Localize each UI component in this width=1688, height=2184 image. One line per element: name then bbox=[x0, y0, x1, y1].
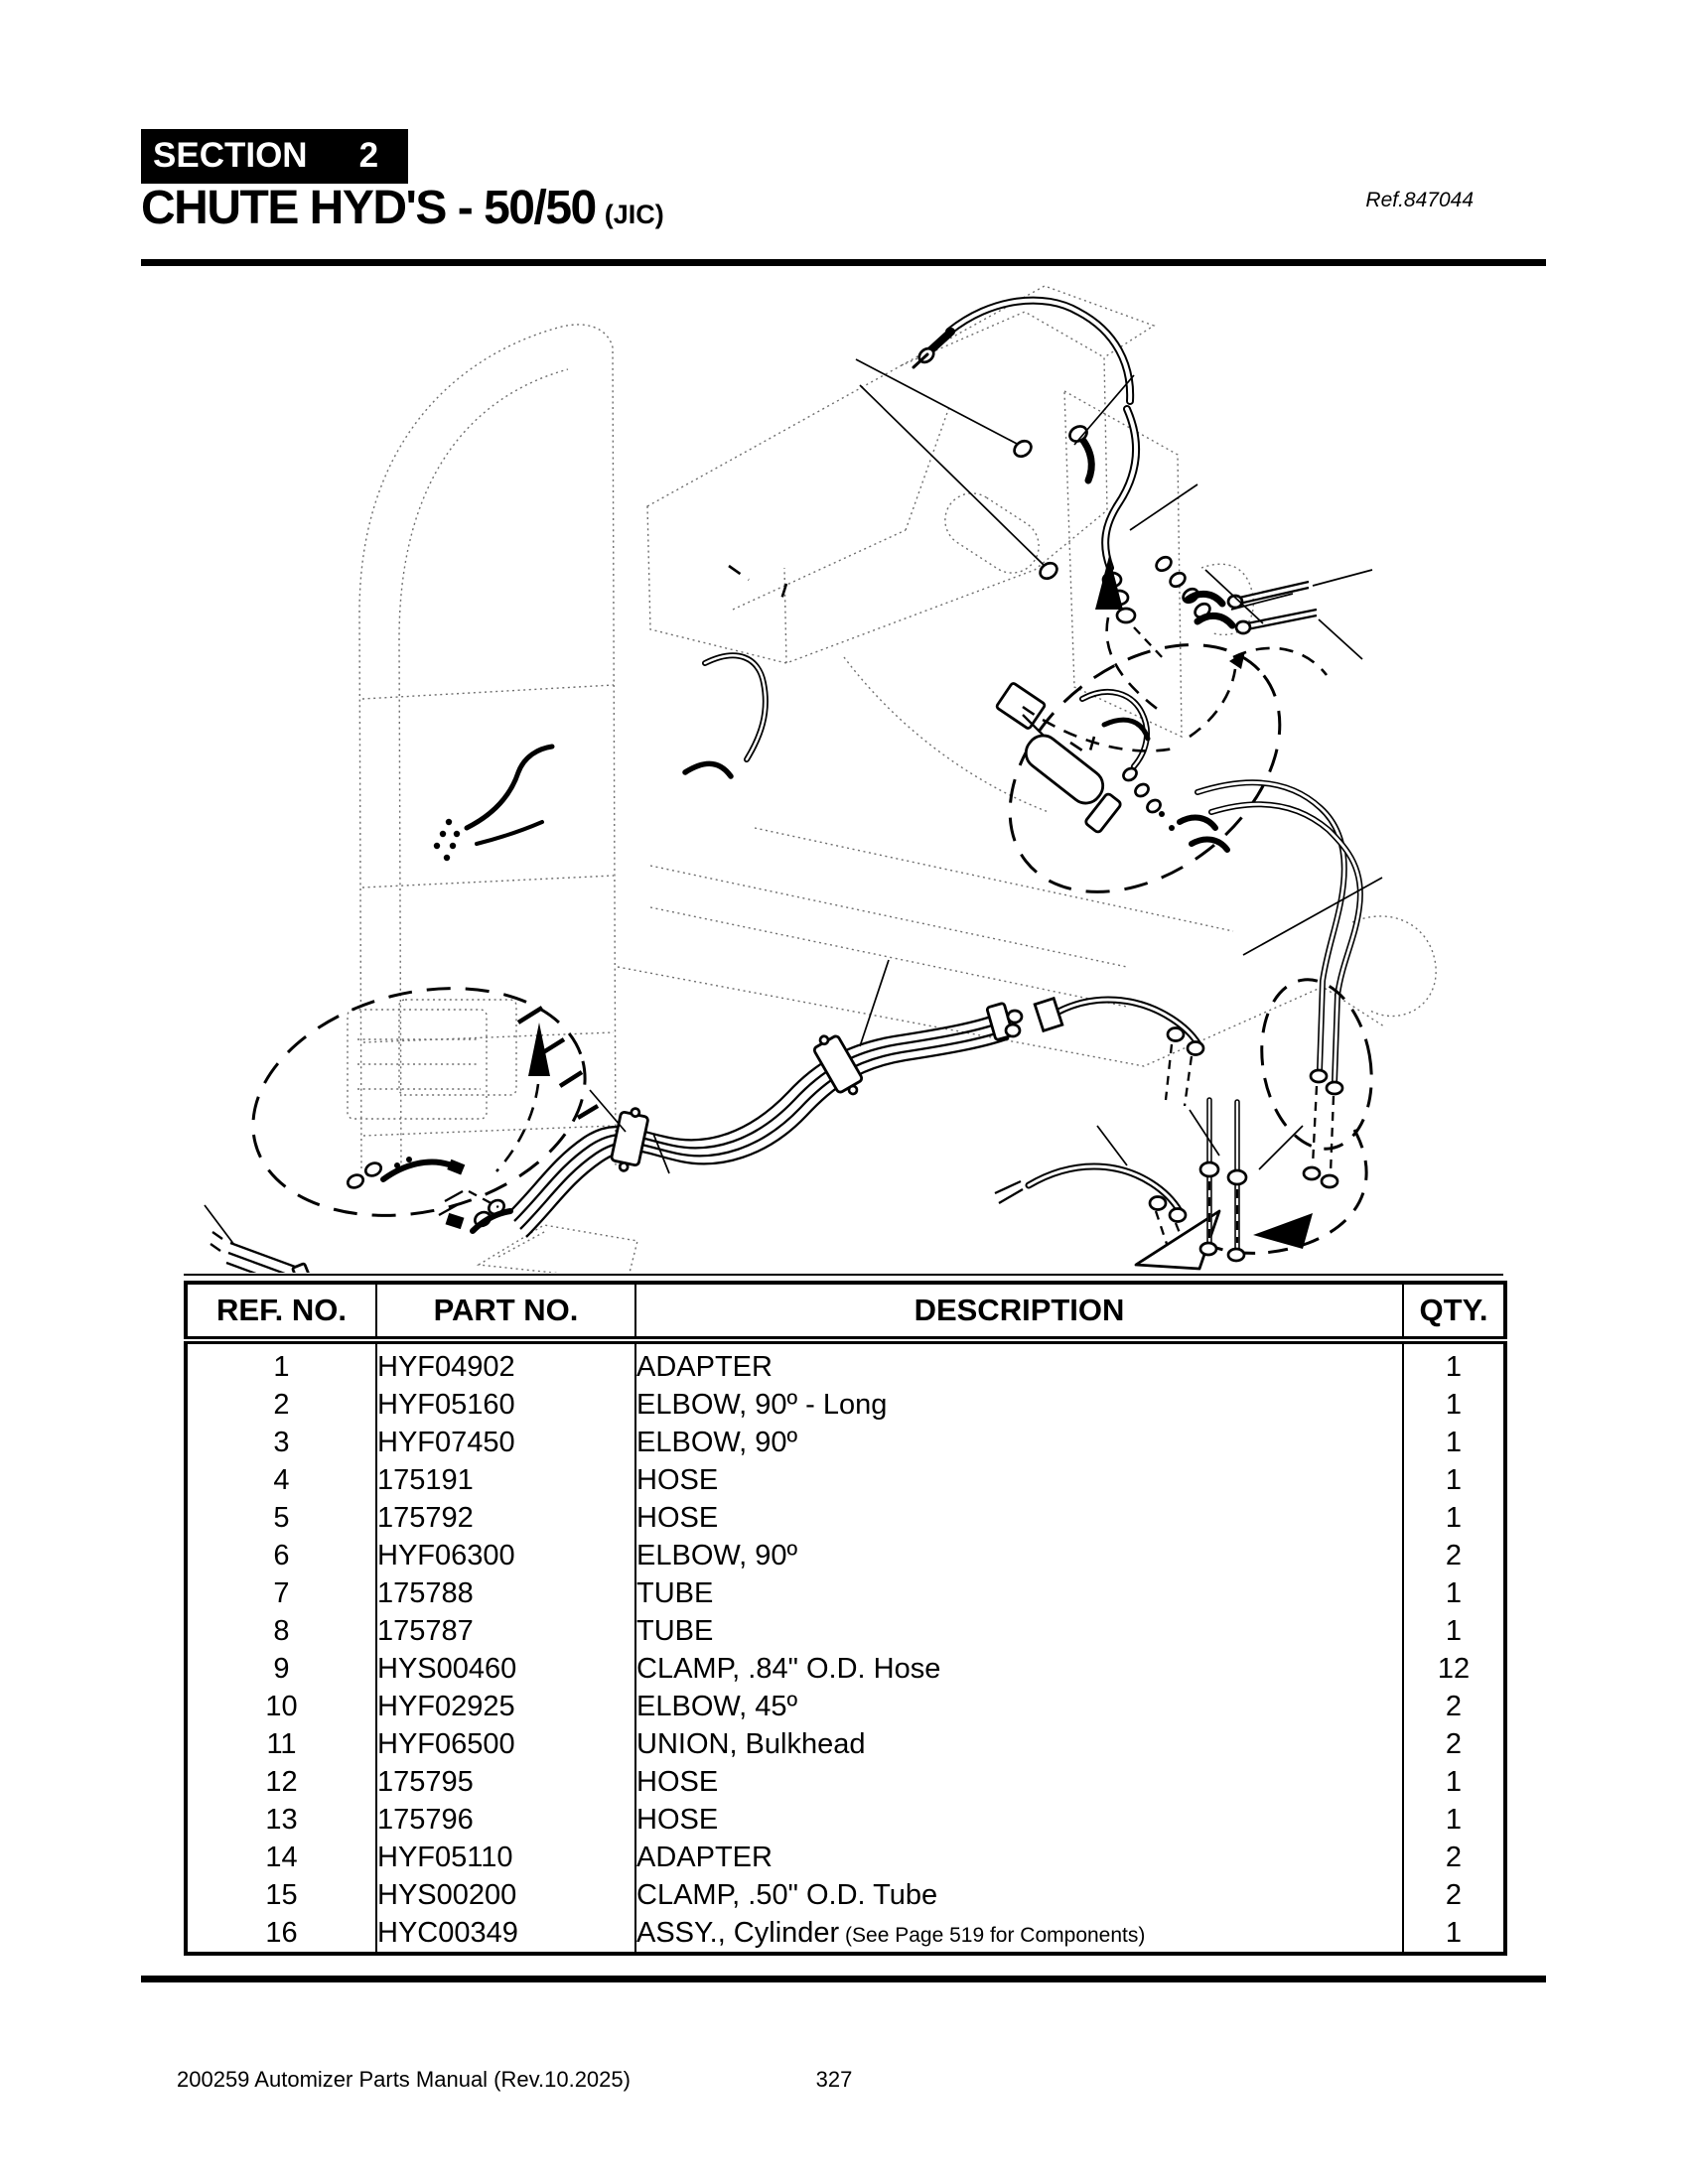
cell-ref: 7 bbox=[186, 1574, 376, 1612]
section-number: 2 bbox=[358, 136, 379, 175]
cell-part: HYS00460 bbox=[376, 1650, 635, 1688]
table-row bbox=[186, 1725, 1505, 1763]
cell-qty: 1 bbox=[1445, 1916, 1463, 1949]
cell-qty: 1 bbox=[1445, 1426, 1463, 1458]
cell-ref: 12 bbox=[186, 1763, 376, 1801]
callout-ellipse-bottom-left bbox=[228, 955, 609, 1249]
cell-desc: HOSE bbox=[635, 1801, 1403, 1839]
header-qty: QTY. bbox=[1403, 1283, 1505, 1340]
cell-part: 175787 bbox=[376, 1612, 635, 1650]
cell-ref: 4 bbox=[186, 1461, 376, 1499]
cell-qty: 1 bbox=[1445, 1501, 1463, 1534]
table-row bbox=[186, 1612, 1505, 1650]
cell-part: HYF06500 bbox=[376, 1725, 635, 1763]
table-row bbox=[186, 1763, 1505, 1801]
table-row bbox=[186, 1688, 1505, 1725]
cell-desc: ELBOW, 90º - Long bbox=[635, 1386, 1403, 1424]
table-row bbox=[186, 1839, 1505, 1876]
cell-desc: HOSE bbox=[635, 1499, 1403, 1537]
up-arrow-bottom bbox=[496, 1023, 550, 1171]
cell-part: 175796 bbox=[376, 1801, 635, 1839]
cell-part: 175792 bbox=[376, 1499, 635, 1537]
cell-qty: 1 bbox=[1445, 1350, 1463, 1383]
reference-number: Ref.847044 bbox=[1365, 189, 1474, 211]
section-label: SECTION bbox=[153, 136, 308, 175]
cell-desc: TUBE bbox=[635, 1612, 1403, 1650]
parts-diagram bbox=[149, 270, 1539, 1273]
parts-table-header bbox=[186, 1283, 1505, 1340]
cell-desc: TUBE bbox=[635, 1574, 1403, 1612]
cell-desc: UNION, Bulkhead bbox=[635, 1725, 1403, 1763]
footer-manual-info: 200259 Automizer Parts Manual (Rev.10.2025) bbox=[177, 2067, 631, 2092]
parts-table-body bbox=[186, 1340, 1505, 1954]
cell-part: HYS00200 bbox=[376, 1876, 635, 1914]
header-description: DESCRIPTION bbox=[635, 1283, 1403, 1340]
cell-part: 175191 bbox=[376, 1461, 635, 1499]
cell-ref: 8 bbox=[186, 1612, 376, 1650]
cell-qty: 1 bbox=[1445, 1614, 1463, 1647]
page-title bbox=[141, 183, 664, 235]
cell-desc: HOSE bbox=[635, 1461, 1403, 1499]
cell-ref: 15 bbox=[186, 1876, 376, 1914]
cell-qty: 1 bbox=[1445, 1765, 1463, 1798]
cell-qty: 2 bbox=[1445, 1690, 1463, 1722]
page-title-text: CHUTE HYD'S - 50/50 bbox=[141, 182, 596, 234]
table-row bbox=[186, 1499, 1505, 1537]
cell-desc: ADAPTER bbox=[635, 1839, 1403, 1876]
cell-qty: 2 bbox=[1445, 1727, 1463, 1760]
cell-qty: 2 bbox=[1445, 1841, 1463, 1873]
cell-qty: 2 bbox=[1445, 1878, 1463, 1911]
cell-part: HYF06300 bbox=[376, 1537, 635, 1574]
mini-bundle-left bbox=[205, 1205, 316, 1273]
cell-ref: 3 bbox=[186, 1424, 376, 1461]
page-number: 327 bbox=[815, 2067, 853, 2092]
cell-desc: ELBOW, 90º bbox=[635, 1537, 1403, 1574]
table-row bbox=[186, 1537, 1505, 1574]
callout-ellipse-bottom-right bbox=[995, 971, 1384, 1269]
callout-ellipse-cylinder bbox=[962, 594, 1328, 942]
cell-ref: 5 bbox=[186, 1499, 376, 1537]
cell-qty: 1 bbox=[1445, 1576, 1463, 1609]
cell-qty: 1 bbox=[1445, 1803, 1463, 1836]
table-row bbox=[186, 1914, 1505, 1954]
table-row bbox=[186, 1650, 1505, 1688]
cell-ref: 13 bbox=[186, 1801, 376, 1839]
table-row bbox=[186, 1340, 1505, 1386]
table-row bbox=[186, 1801, 1505, 1839]
cell-part: HYF04902 bbox=[376, 1340, 635, 1386]
table-row bbox=[186, 1574, 1505, 1612]
cell-ref: 14 bbox=[186, 1839, 376, 1876]
valve-bank-ghost-left bbox=[348, 1000, 598, 1119]
table-top-keyline bbox=[184, 1274, 1503, 1276]
cell-part: HYF02925 bbox=[376, 1688, 635, 1725]
cell-desc-note: (See Page 519 for Components) bbox=[839, 1923, 1146, 1947]
section-badge bbox=[141, 129, 408, 184]
cell-part: 175795 bbox=[376, 1763, 635, 1801]
cell-desc: CLAMP, .50" O.D. Tube bbox=[635, 1876, 1403, 1914]
cell-ref: 10 bbox=[186, 1688, 376, 1725]
parts-table bbox=[184, 1281, 1507, 1956]
cell-ref: 1 bbox=[186, 1340, 376, 1386]
cell-desc: HOSE bbox=[635, 1763, 1403, 1801]
cell-desc: ASSY., Cylinder (See Page 519 for Components) bbox=[635, 1914, 1403, 1954]
cell-qty: 2 bbox=[1445, 1539, 1463, 1571]
cell-desc: ELBOW, 90º bbox=[635, 1424, 1403, 1461]
table-row bbox=[186, 1461, 1505, 1499]
cell-desc: CLAMP, .84" O.D. Hose bbox=[635, 1650, 1403, 1688]
cell-qty: 1 bbox=[1445, 1388, 1463, 1421]
cell-desc: ELBOW, 45º bbox=[635, 1688, 1403, 1725]
table-row bbox=[186, 1876, 1505, 1914]
up-arrow-top bbox=[1095, 556, 1160, 711]
cell-part: HYF07450 bbox=[376, 1424, 635, 1461]
cell-ref: 6 bbox=[186, 1537, 376, 1574]
hose-assembly-top-right bbox=[729, 301, 1317, 661]
cell-part: HYC00349 bbox=[376, 1914, 635, 1954]
page-title-suffix: (JIC) bbox=[604, 200, 664, 229]
machine-ghost-outline bbox=[359, 286, 1436, 1273]
header-rule bbox=[141, 259, 1546, 266]
header-part-no: PART NO. bbox=[376, 1283, 635, 1340]
cell-ref: 11 bbox=[186, 1725, 376, 1763]
left-arrow bbox=[1253, 1213, 1313, 1249]
cell-ref: 2 bbox=[186, 1386, 376, 1424]
cell-ref: 9 bbox=[186, 1650, 376, 1688]
header-ref-no: REF. NO. bbox=[186, 1283, 376, 1340]
cell-qty: 12 bbox=[1437, 1652, 1471, 1685]
table-row bbox=[186, 1424, 1505, 1461]
cell-ref: 16 bbox=[186, 1914, 376, 1954]
table-row bbox=[186, 1386, 1505, 1424]
cell-qty: 1 bbox=[1445, 1463, 1463, 1496]
footer-rule bbox=[141, 1976, 1546, 1982]
cell-part: HYF05110 bbox=[376, 1839, 635, 1876]
cell-part: 175788 bbox=[376, 1574, 635, 1612]
cell-desc: ADAPTER bbox=[635, 1340, 1403, 1386]
machine-hose-cluster bbox=[434, 655, 766, 861]
cell-part: HYF05160 bbox=[376, 1386, 635, 1424]
